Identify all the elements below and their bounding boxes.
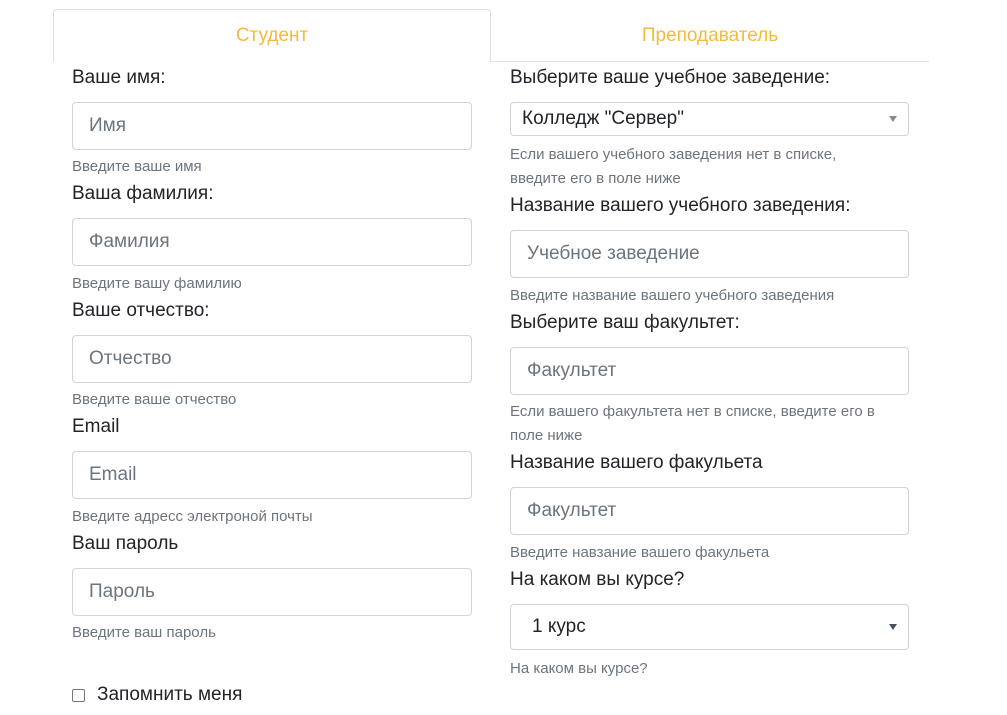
institution-select-help-line1: Если вашего учебного заведения нет в списке, (510, 146, 837, 163)
institution-select-help-line2: введите его в поле ниже (510, 170, 681, 187)
institution-name-help: Введите название вашего учебного заведения (510, 287, 835, 304)
checkbox-icon[interactable] (72, 689, 85, 702)
institution-select-label: Выберите ваше учебное заведение: (510, 67, 831, 88)
password-input[interactable] (72, 568, 472, 616)
institution-name-label: Название вашего учебного заведения: (510, 195, 851, 216)
institution-select-value: Колледж "Сервер" (522, 108, 684, 129)
patronymic-label: Ваше отчество: (72, 300, 210, 321)
remember-me-label[interactable]: Запомнить меня (97, 684, 243, 705)
role-tabs (53, 9, 929, 62)
faculty-select-help-line1: Если вашего факультета нет в списке, введите его в (510, 403, 875, 420)
tab-teacher[interactable]: Преподаватель (641, 24, 779, 46)
faculty-name-help: Введите навзание вашего факульета (510, 544, 770, 561)
faculty-select-input[interactable] (510, 347, 909, 395)
email-help: Введите адресс электроной почты (72, 508, 313, 525)
course-select-value: 1 курс (532, 616, 586, 637)
institution-name-input[interactable] (510, 230, 909, 278)
patronymic-input[interactable] (72, 335, 472, 383)
remember-me-row (72, 684, 242, 706)
email-label: Email (72, 416, 120, 437)
last-name-help: Введите вашу фамилию (72, 275, 242, 292)
course-help: На каком вы курсе? (510, 660, 648, 677)
last-name-label: Ваша фамилия: (72, 183, 214, 204)
email-input[interactable] (72, 451, 472, 499)
password-help: Введите ваш пароль (72, 624, 216, 641)
institution-select[interactable] (510, 102, 909, 136)
password-label: Ваш пароль (72, 533, 179, 554)
tab-student[interactable]: Студент (53, 9, 491, 62)
faculty-select-help-line2: поле ниже (510, 427, 583, 444)
course-select[interactable] (510, 604, 909, 650)
first-name-input[interactable] (72, 102, 472, 150)
first-name-label: Ваше имя: (72, 67, 166, 88)
chevron-down-icon (889, 116, 897, 122)
last-name-input[interactable] (72, 218, 472, 266)
chevron-down-icon (889, 624, 897, 630)
faculty-name-input[interactable] (510, 487, 909, 535)
faculty-name-label: Название вашего факульета (510, 452, 763, 473)
faculty-select-label: Выберите ваш факультет: (510, 312, 740, 333)
course-label: На каком вы курсе? (510, 569, 685, 590)
first-name-help: Введите ваше имя (72, 158, 202, 175)
patronymic-help: Введите ваше отчество (72, 391, 237, 408)
